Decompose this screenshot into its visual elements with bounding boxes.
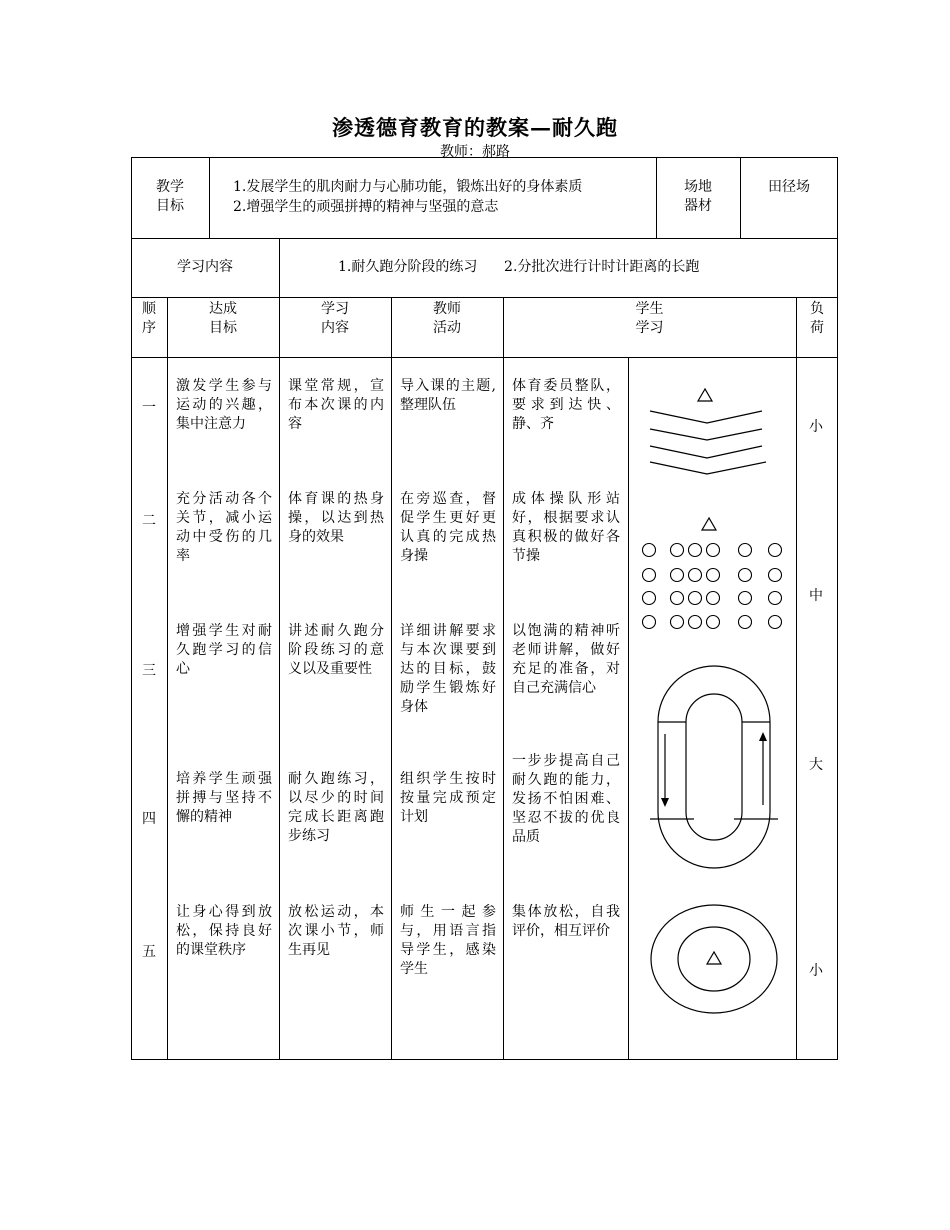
row-divider — [131, 357, 838, 358]
student-circle-icon — [769, 592, 782, 605]
student-circle-icon — [643, 569, 656, 582]
row1-teacher: 导入课的主题,整理队伍 — [400, 378, 496, 413]
arrow-up-icon — [759, 732, 767, 741]
student-circle-icon — [707, 592, 720, 605]
col-divider — [279, 297, 280, 1060]
running-track-diagram — [650, 662, 780, 872]
col-header-load: 负 荷 — [810, 301, 824, 336]
col-header-student: 学生 学习 — [635, 301, 664, 336]
row-divider — [131, 238, 838, 239]
col-divider — [209, 157, 210, 238]
student-circle-icon — [689, 616, 702, 629]
student-circle-icon — [707, 616, 720, 629]
student-circle-icon — [689, 569, 702, 582]
student-circle-icon — [739, 569, 752, 582]
student-circle-icon — [769, 569, 782, 582]
student-circle-icon — [707, 544, 720, 557]
teacher-triangle-icon — [698, 389, 712, 401]
student-circle-icon — [643, 616, 656, 629]
document-title: 渗透德育教育的教案—耐久跑 — [332, 115, 618, 140]
student-circle-icon — [739, 544, 752, 557]
teacher-name: 教师：郝路 — [440, 144, 510, 160]
row3-student: 以饱满的精神听老师讲解，做好充足的准备，对自己充满信心 — [512, 623, 620, 696]
row2-content: 体育课的热身操，以达到热身的效果 — [288, 491, 384, 545]
row4-teacher: 组织学生按时按量完成预定计划 — [400, 771, 496, 825]
goal-line-2: 2.增强学生的顽强拼搏的精神与坚强的意志 — [233, 199, 499, 215]
row2-student: 成体操队形站好，根据要求认真积极的做好各节操 — [512, 491, 620, 564]
arrow-down-icon — [661, 798, 669, 807]
content-value: 1.耐久跑分阶段的练习 2.分批次进行计时计距离的长跑 — [338, 259, 700, 275]
student-circle-grid-icon — [643, 544, 782, 629]
row4-student: 一步步提高自己耐久跑的能力，发扬不怕困难、坚忍不拔的优良品质 — [512, 753, 620, 845]
col-divider — [167, 297, 168, 1060]
venue-label: 场地 器材 — [684, 179, 712, 214]
row5-student: 集体放松，自我评价，相互评价 — [512, 904, 620, 939]
col-header-teacher: 教师 活动 — [433, 301, 461, 336]
col-divider — [628, 357, 629, 1060]
seq-3: 三 — [142, 663, 156, 679]
row1-student: 体育委员整队，要求到达快、静、齐 — [512, 378, 620, 432]
formation-diagram-2 — [636, 515, 788, 633]
teacher-triangle-icon — [702, 518, 716, 530]
row1-content: 课堂常规，宣布本次课的内容 — [288, 378, 384, 432]
row-divider — [131, 297, 838, 298]
load-4: 小 — [809, 963, 823, 979]
student-circle-icon — [671, 616, 684, 629]
col-divider — [740, 157, 741, 238]
student-circle-icon — [739, 616, 752, 629]
row4-content: 耐久跑练习，以尽少的时间完成长距离跑步练习 — [288, 771, 384, 844]
student-circle-icon — [739, 592, 752, 605]
running-track-icon — [650, 666, 778, 868]
col-divider — [391, 297, 392, 1060]
load-2: 中 — [809, 588, 823, 604]
row5-goal: 让身心得到放松，保持良好的课堂秩序 — [176, 904, 272, 958]
student-circle-icon — [671, 569, 684, 582]
col-divider — [796, 297, 797, 1060]
goal-line-1: 1.发展学生的肌肉耐力与心肺功能，锻炼出好的身体素质 — [233, 179, 583, 195]
student-circle-icon — [769, 544, 782, 557]
col-divider — [503, 297, 504, 1060]
col-header-content: 学习 内容 — [321, 301, 349, 336]
row3-content: 讲述耐久跑分阶段练习的意义以及重要性 — [288, 623, 384, 677]
col-header-goal: 达成 目标 — [209, 301, 237, 336]
student-circle-icon — [707, 569, 720, 582]
student-circle-icon — [689, 544, 702, 557]
col-divider — [279, 238, 280, 297]
relaxation-diagram — [648, 902, 780, 1016]
row3-teacher: 详细讲解要求与本次课要到达的目标，鼓励学生锻炼好身体 — [400, 623, 496, 715]
seq-4: 四 — [142, 811, 156, 827]
student-circle-icon — [671, 544, 684, 557]
seq-2: 二 — [142, 513, 156, 529]
concentric-circles-icon — [651, 905, 777, 1013]
teacher-triangle-icon — [707, 952, 721, 964]
load-1: 小 — [809, 419, 823, 435]
student-circle-icon — [643, 592, 656, 605]
chevron-rows-icon — [650, 411, 766, 474]
venue-value: 田径场 — [768, 179, 810, 195]
student-circle-icon — [769, 616, 782, 629]
row5-teacher: 师生一起参与，用语言指导学生，感染学生 — [400, 904, 496, 977]
formation-diagram-1 — [640, 385, 780, 480]
seq-5: 五 — [142, 944, 156, 960]
seq-1: 一 — [142, 400, 156, 416]
row2-goal: 充分活动各个关节，减小运动中受伤的几率 — [176, 491, 272, 564]
goal-label: 教学 目标 — [156, 179, 184, 214]
row3-goal: 增强学生对耐久跑学习的信心 — [176, 623, 272, 677]
row2-teacher: 在旁巡查，督促学生更好更认真的完成热身操 — [400, 491, 496, 564]
load-3: 大 — [809, 757, 823, 773]
row4-goal: 培养学生顽强拼搏与坚持不懈的精神 — [176, 771, 272, 825]
col-header-seq: 顺 序 — [142, 301, 156, 336]
student-circle-icon — [671, 592, 684, 605]
row1-goal: 激发学生参与运动的兴趣，集中注意力 — [176, 378, 272, 432]
student-circle-icon — [689, 592, 702, 605]
content-label: 学习内容 — [177, 259, 233, 275]
student-circle-icon — [643, 544, 656, 557]
row5-content: 放松运动，本次课小节，师生再见 — [288, 904, 384, 958]
